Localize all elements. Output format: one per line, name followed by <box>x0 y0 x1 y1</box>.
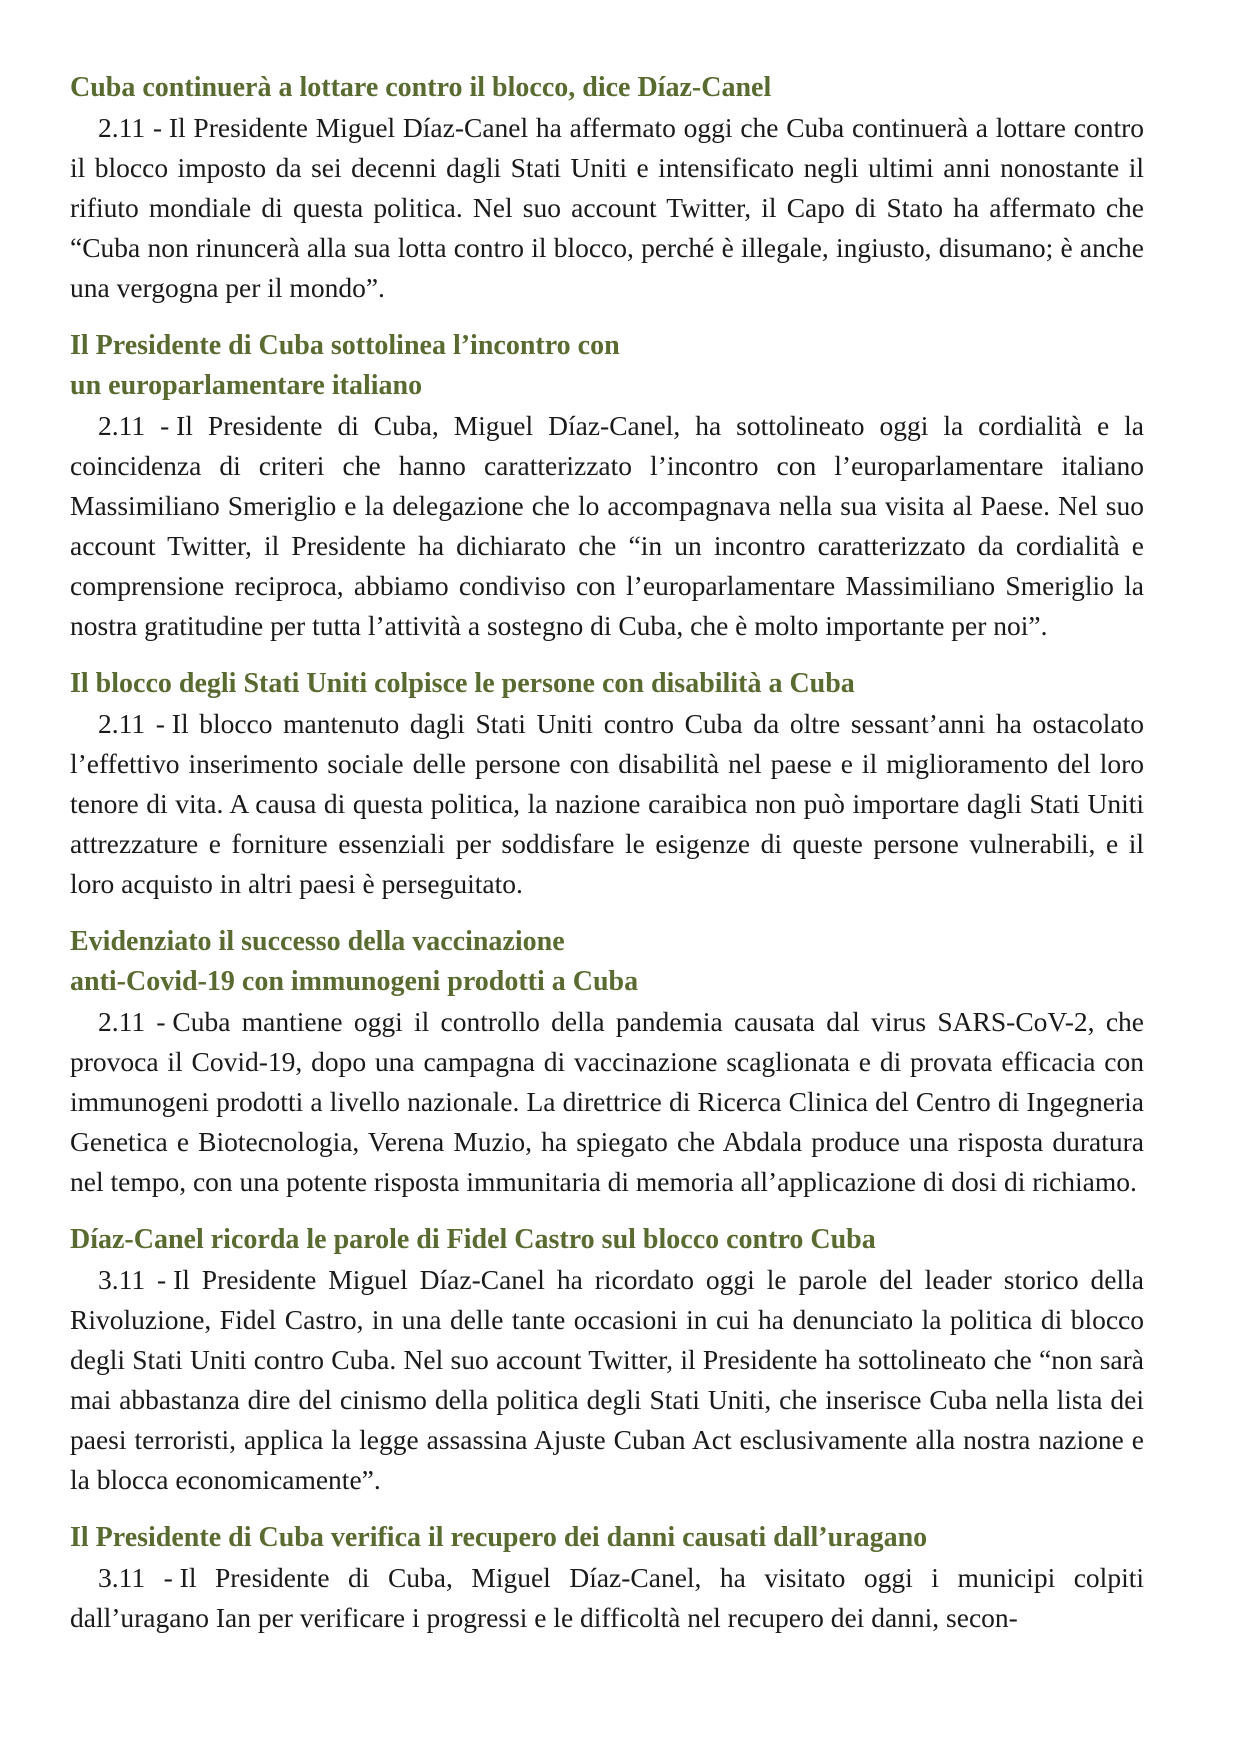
article-date: 2.11 - <box>98 410 170 441</box>
news-article <box>70 326 1144 646</box>
article-text: Il Presidente di Cuba, Miguel Díaz-Canel, ha sottolineato oggi la cordialità e la coincidenza di criteri che hanno caratterizzato l’incontro con l’europarlamentare italiano Massimiliano Smeriglio e la delegazione che lo accompagnava nella sua visita al Paese. Nel suo account Twitter, il Presidente ha dichiarato che “in un incontro caratterizzato da cordialità e comprensione reciproca, abbiamo condiviso con l’europarlamentare Massimiliano Smeriglio la nostra gratitudine per tutta l’attività a sostegno di Cuba, che è molto importante per noi”. <box>70 410 1144 641</box>
article-body <box>70 1558 1144 1638</box>
article-body <box>70 1002 1144 1202</box>
news-page <box>70 68 1144 1656</box>
article-headline <box>70 326 1144 406</box>
headline-line: un europarlamentare italiano <box>70 370 423 401</box>
article-date: 2.11 - <box>98 1006 166 1037</box>
news-article <box>70 664 1144 904</box>
article-body <box>70 704 1144 904</box>
article-date: 2.11 - <box>98 708 165 739</box>
headline-line: Il blocco degli Stati Uniti colpisce le persone con disabilità a Cuba <box>70 668 855 699</box>
article-headline <box>70 922 1144 1002</box>
article-text: Cuba mantiene oggi il controllo della pandemia causata dal virus SARS-CoV-2, che provoca il Covid-19, dopo una campagna di vaccinazione scaglionata e di provata efficacia con immunogeni prodotti a livello nazionale. La direttrice di Ricerca Clinica del Centro di Ingegneria Genetica e Biotecnologia, Verena Muzio, ha spiegato che Abdala produce una risposta duratura nel tempo, con una potente risposta immunitaria di memoria all’applicazione di dosi di richiamo. <box>70 1006 1144 1197</box>
article-headline <box>70 664 1144 704</box>
headline-line: Cuba continuerà a lottare contro il blocco, dice Díaz-Canel <box>70 72 772 103</box>
article-date: 3.11 - <box>98 1562 173 1593</box>
headline-line: Díaz-Canel ricorda le parole di Fidel Castro sul blocco contro Cuba <box>70 1224 876 1255</box>
article-headline <box>70 1518 1144 1558</box>
news-article <box>70 68 1144 308</box>
news-article <box>70 1220 1144 1500</box>
article-date: 2.11 - <box>98 112 163 143</box>
headline-line: Il Presidente di Cuba sottolinea l’incontro con <box>70 330 620 361</box>
headline-line: anti-Covid-19 con immunogeni prodotti a Cuba <box>70 966 639 997</box>
headline-line: Il Presidente di Cuba verifica il recupero dei danni causati dall’uragano <box>70 1522 928 1553</box>
headline-line: Evidenziato il successo della vaccinazione <box>70 926 565 957</box>
article-headline <box>70 68 1144 108</box>
article-text: Il Presidente Miguel Díaz-Canel ha ricordato oggi le parole del leader storico della Rivoluzione, Fidel Castro, in una delle tante occasioni in cui ha denunciato la politica di blocco degli Stati Uniti contro Cuba. Nel suo account Twitter, il Presidente ha sottolineato che “non sarà mai abbastanza dire del cinismo della politica degli Stati Uniti, che inserisce Cuba nella lista dei paesi terroristi, applica la legge assassina Ajuste Cuban Act esclusivamente alla nostra nazione e la blocca economicamente”. <box>70 1264 1144 1495</box>
article-body <box>70 406 1144 646</box>
news-article <box>70 922 1144 1202</box>
article-body <box>70 108 1144 308</box>
news-article <box>70 1518 1144 1638</box>
article-text: Il Presidente Miguel Díaz-Canel ha affermato oggi che Cuba continuerà a lottare contro il blocco imposto da sei decenni dagli Stati Uniti e intensificato negli ultimi anni nonostante il rifiuto mondiale di questa politica. Nel suo account Twitter, il Capo di Stato ha affermato che “Cuba non rinuncerà alla sua lotta contro il blocco, perché è illegale, ingiusto, disumano; è anche una vergogna per il mondo”. <box>70 112 1144 303</box>
article-date: 3.11 - <box>98 1264 167 1295</box>
article-text: Il blocco mantenuto dagli Stati Uniti contro Cuba da oltre sessant’anni ha ostacolato l’effettivo inserimento sociale delle persone con disabilità nel paese e il miglioramento del loro tenore di vita. A causa di questa politica, la nazione caraibica non può importare dagli Stati Uniti attrezzature e forniture essenziali per soddisfare le esigenze di queste persone vulnerabili, e il loro acquisto in altri paesi è perseguitato. <box>70 708 1144 899</box>
article-headline <box>70 1220 1144 1260</box>
article-body <box>70 1260 1144 1500</box>
article-text: Il Presidente di Cuba, Miguel Díaz-Canel, ha visitato oggi i municipi colpiti dall’uragano Ian per verificare i progressi e le difficoltà nel recupero dei danni, secon- <box>70 1562 1144 1633</box>
